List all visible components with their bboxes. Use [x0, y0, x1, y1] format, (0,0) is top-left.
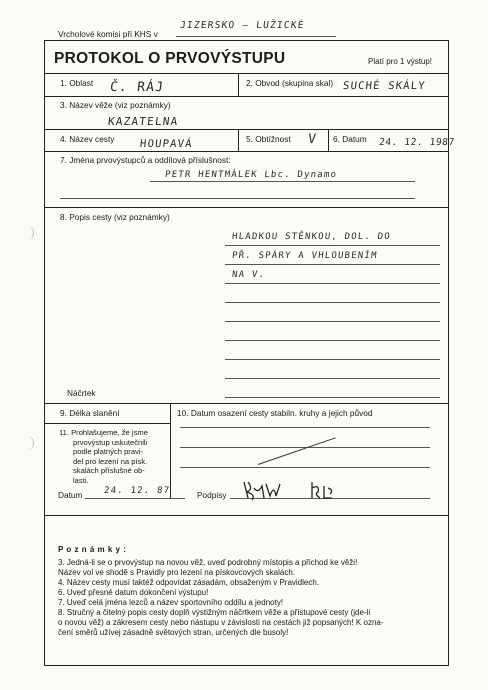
- note-line-4: 6. Uveď přesné datum dokončení výstupu!: [58, 588, 209, 597]
- oblast-label: 1. Oblast: [60, 78, 94, 88]
- note-line-8: čení směrů užívej zásadně světových stran, určených dle busoly!: [58, 628, 289, 637]
- oblast-value: Č. RÁJ: [109, 80, 165, 95]
- popis-line-1: HLADKOU STĚNKOU, DOL. DO: [231, 232, 392, 242]
- note-line-2: Název vol ve shodě s Pravidly pro lezení na pískovcových skalách.: [58, 568, 296, 577]
- popis-line-3: NA V.: [231, 270, 266, 280]
- vez-label: 3. Název věže (viz poznámky): [60, 100, 171, 110]
- datum2-value: 24. 12. 87: [103, 486, 171, 496]
- datum-value: 24. 12. 1987: [378, 137, 456, 148]
- popis-line-2: PŘ. SPÁRY A VHLOUBENÍM: [231, 251, 379, 261]
- note-line-6: 8. Stručný a čitelný popis cesty doplň výstižným náčrtkem věže a přístupové cesty (jde-li: [58, 608, 371, 617]
- prohlaseni-line-4: del pro lezení na písk.: [73, 456, 148, 466]
- obvod-value: SUCHÉ SKÁLY: [342, 80, 427, 92]
- prohlaseni-line-6: lasti.: [73, 475, 89, 485]
- obvod-label: 2. Obvod (skupina skal): [246, 78, 334, 88]
- note-line-5: 7. Uveď celá jména lezců a název sportovního oddílu a jednoty!: [58, 598, 284, 607]
- datum-label: 6. Datum: [333, 134, 367, 144]
- komise-value: JIZERSKO – LUŽICKÉ: [179, 20, 306, 31]
- notes-heading: P o z n á m k y :: [58, 545, 127, 554]
- punch-mark-lower: [27, 436, 34, 450]
- vez-value: KAZATELNA: [107, 115, 180, 128]
- nacrtek-label: Náčrtek: [67, 388, 96, 398]
- note-line-3: 4. Název cesty musí taktéž odpovídat zásadám, obsaženým v Pravidlech.: [58, 578, 320, 587]
- note-line-1: 3. Jedná-li se o prvovýstup na novou věž, uveď podrobný místopis a přichod ke věži!: [58, 558, 358, 567]
- prohlaseni-line-1: 11. Prohlašujeme, že jsme: [59, 428, 148, 437]
- podpisy-label: Podpisy: [197, 490, 227, 500]
- punch-mark-upper: [27, 226, 34, 240]
- komise-label: Vrcholové komisi při KHS v: [58, 29, 158, 39]
- validity-note: Platí pro 1 výstup!: [368, 57, 433, 66]
- cesta-value: HOUPAVÁ: [139, 138, 194, 150]
- prohlaseni-line-2: prvovýstup uskutečnili: [73, 437, 148, 447]
- jmena-label: 7. Jména prvovýstupců a oddílová příslušnost:: [60, 155, 231, 165]
- signatures: [240, 478, 350, 504]
- osazeni-label: 10. Datum osazení cesty stabiln. kruhy a jejich původ: [177, 408, 373, 418]
- page-title: PROTOKOL O PRVOVÝSTUPU: [54, 50, 286, 67]
- cesta-label: 4. Název cesty: [60, 134, 115, 144]
- komise-underline: [176, 36, 336, 37]
- slaneni-label: 9. Délka slanění: [60, 408, 120, 418]
- jmena-value: PETR HENTMÁLEK Lbc. Dynamo: [164, 170, 338, 180]
- note-line-7: o novou věž) a zákresem cesty nebo nástupu v závislosti na cestách již popsaných! K ozna-: [58, 618, 384, 627]
- datum2-label: Datum: [58, 490, 83, 500]
- prohlaseni-line-5: skalách příslušné ob-: [73, 466, 145, 476]
- obtiznost-label: 5. Obtížnost: [246, 134, 291, 144]
- obtiznost-value: V: [307, 132, 318, 147]
- prohlaseni-line-3: podle platných pravi-: [73, 447, 144, 457]
- popis-label: 8. Popis cesty (viz poznámky): [60, 212, 170, 222]
- prohlaseni-text: [59, 428, 148, 486]
